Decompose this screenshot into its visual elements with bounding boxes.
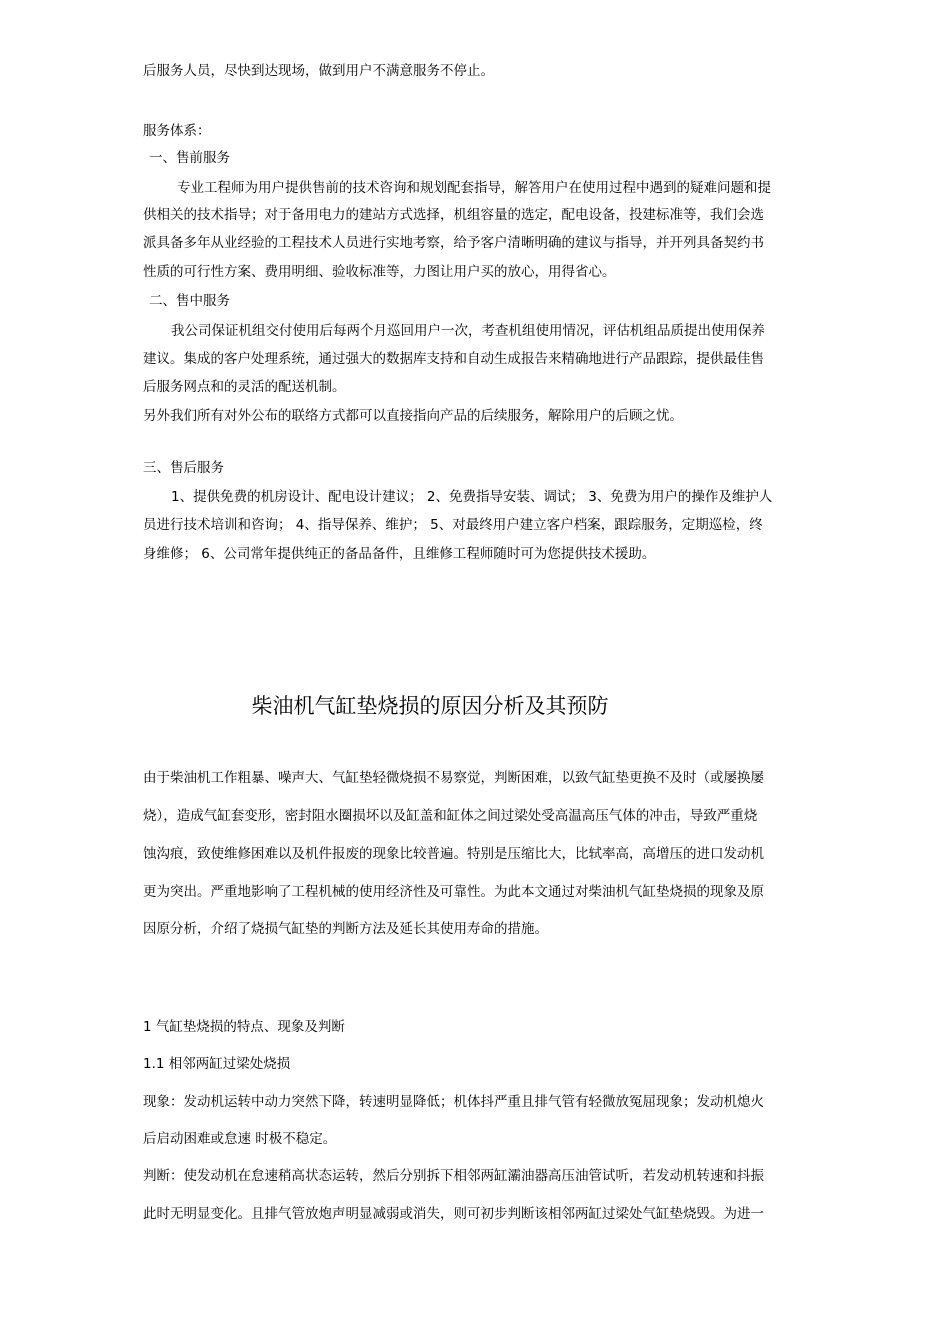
phenomenon-line-1: 现象：发动机运转中动力突然下降，转速明显降低；机体抖严重且排气管有轻微放冤屈现象；发动机熄火 [143,1094,764,1110]
aftersale-line-2: 员进行技术培训和咨询； 4、指导保养、维护； 5、对最终用户建立客户档案，跟踪服务，定期巡检，终 [143,517,763,533]
section-1-1-heading: 1.1 相邻两缸过梁处烧损 [143,1056,291,1072]
article-intro-line-1: 由于柴油机工作粗暴、噪声大、气缸垫轻微烧损不易察觉，判断困难，以致气缸垫更换不及时（或屡换屡 [143,770,764,786]
insale-heading: 二、售中服务 [149,293,230,309]
presale-line-1: 专业工程师为用户提供售前的技术咨询和规划配套指导，解答用户在使用过程中遇到的疑难问题和提 [177,180,771,196]
presale-line-2: 供相关的技术指导；对于备用电力的建站方式选择，机组容量的选定，配电设备，投建标准等，我们会选 [143,207,764,223]
insale-line-1: 我公司保证机组交付使用后每两个月巡回用户一次，考查机组使用情况，评估机组品质提出使用保养 [171,323,765,339]
aftersale-line-3: 身维修； 6、公司常年提供纯正的备品备件，且维修工程师随时可为您提供技术援助。 [143,546,656,562]
presale-line-4: 性质的可行性方案、费用明细、验收标准等，力图让用户买的放心，用得省心。 [143,264,616,280]
article-title: 柴油机气缸垫烧损的原因分析及其预防 [251,694,609,718]
article-intro-line-4: 更为突出。严重地影响了工程机械的使用经济性及可靠性。为此本文通过对柴油机气缸垫烧损的现象及原 [143,884,764,900]
insale-line-3: 后服务网点和的灵活的配送机制。 [143,379,346,395]
service-system-heading: 服务体系： [143,123,211,139]
insale-line-2: 建议。集成的客户处理系统，通过强大的数据库支持和自动生成报告来精确地进行产品跟踪，提供最佳售 [143,351,764,367]
phenomenon-line-2: 后启动困难或怠速 时极不稳定。 [143,1131,337,1147]
presale-heading: 一、售前服务 [149,150,230,166]
insale-line-4: 另外我们所有对外公布的联络方式都可以直接指向产品的后续服务，解除用户的后顾之忧。 [143,408,683,424]
article-intro-line-3: 蚀沟痕，致使维修困难以及机件报废的现象比较普遍。特别是压缩比大，比轼率高，高增压的进口发动机 [143,846,764,862]
aftersale-line-1: 1、提供免费的机房设计、配电设计建议； 2、免费指导安装、调试； 3、免费为用户的操作及维护人 [171,489,773,505]
judgement-line-2: 此时无明显变化。且排气管放炮声明显减弱或消失，则可初步判断该相邻两缸过梁处气缸垫烧毁。为进一 [143,1206,764,1222]
article-intro-line-5: 因原分析，介绍了烧损气缸垫的判断方法及延长其使用寿命的措施。 [143,921,548,937]
intro-tail-text: 后服务人员，尽快到达现场，做到用户不满意服务不停止。 [143,63,494,79]
presale-line-3: 派具备多年从业经验的工程技术人员进行实地考察，给予客户清晰明确的建议与指导，并开列具备契约书 [143,235,764,251]
article-intro-line-2: 烧），造成气缸套变形，密封阻水圈损坏以及缸盖和缸体之间过梁处受高温高压气体的冲击，导致严重烧 [143,808,758,824]
section-1-heading: 1 气缸垫烧损的特点、现象及判断 [143,1019,345,1035]
aftersale-heading: 三、售后服务 [143,460,224,476]
judgement-line-1: 判断：使发动机在怠速稍高状态运转，然后分别拆下相邻两缸灞油器高压油管试听，若发动机转速和抖振 [143,1168,764,1184]
